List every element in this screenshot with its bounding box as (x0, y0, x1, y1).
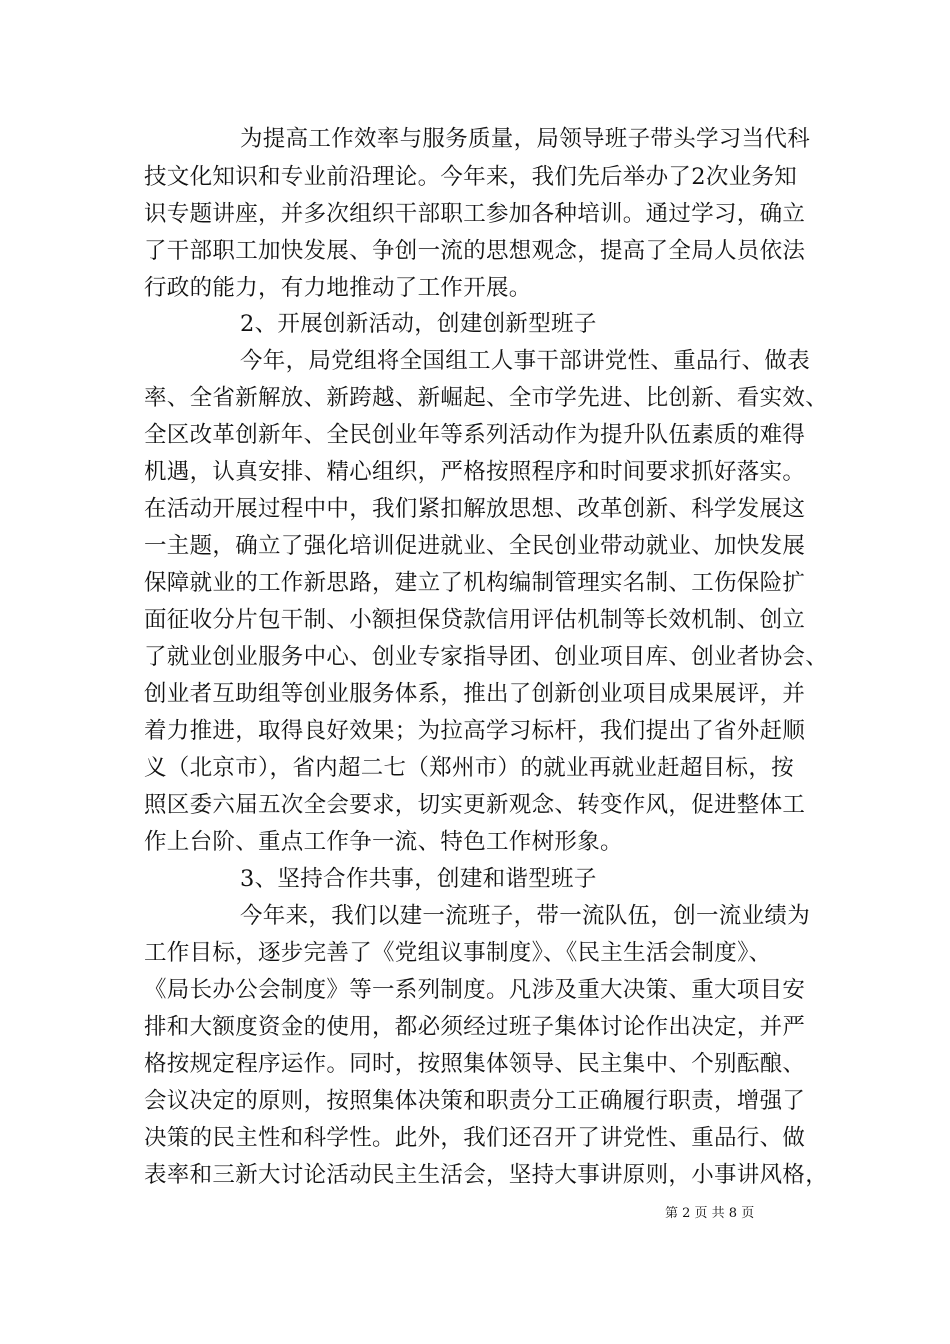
text-line: 着力推进，取得良好效果；为拉高学习标杆，我们提出了省外赶顺 (144, 718, 806, 744)
text-line: 今年，局党组将全国组工人事干部讲党性、重品行、做表 (240, 348, 811, 374)
text-line: 面征收分片包干制、小额担保贷款信用评估机制等长效机制、创立 (144, 607, 806, 633)
text-line: 行政的能力，有力地推动了工作开展。 (144, 275, 532, 301)
text-line: 率、全省新解放、新跨越、新崛起、全市学先进、比创新、看实效、 (144, 385, 829, 411)
text-line: 会议决定的原则，按照集体决策和职责分工正确履行职责，增强了 (144, 1088, 806, 1114)
text-line: 全区改革创新年、全民创业年等系列活动作为提升队伍素质的难得 (144, 422, 806, 448)
text-line: 保障就业的工作新思路，建立了机构编制管理实名制、工伤保险扩 (144, 570, 806, 596)
text-line: 格按规定程序运作。同时，按照集体领导、民主集中、个别酝酿、 (144, 1051, 806, 1077)
section-heading: 2、开展创新活动，创建创新型班子 (240, 311, 597, 337)
text-line: 表率和三新大讨论活动民主生活会，坚持大事讲原则，小事讲风格， (144, 1162, 829, 1188)
text-line: 作上台阶、重点工作争一流、特色工作树形象。 (144, 829, 623, 855)
text-line: 了干部职工加快发展、争创一流的思想观念，提高了全局人员依法 (144, 238, 806, 264)
text-line: 了就业创业服务中心、创业专家指导团、创业项目库、创业者协会、 (144, 644, 829, 670)
text-line: 创业者互助组等创业服务体系，推出了创新创业项目成果展评，并 (144, 681, 806, 707)
text-line: 机遇，认真安排、精心组织，严格按照程序和时间要求抓好落实。 (144, 459, 806, 485)
text-line: 排和大额度资金的使用，都必须经过班子集体讨论作出决定，并严 (144, 1014, 806, 1040)
page-number-footer: 第 2 页 共 8 页 (665, 1206, 755, 1221)
section-heading: 3、坚持合作共事，创建和谐型班子 (240, 866, 597, 892)
text-line: 决策的民主性和科学性。此外，我们还召开了讲党性、重品行、做 (144, 1125, 806, 1151)
text-line: 识专题讲座，并多次组织干部职工参加各种培训。通过学习，确立 (144, 201, 806, 227)
text-line: 技文化知识和专业前沿理论。今年来，我们先后举办了2次业务知 (144, 164, 798, 190)
text-line: 照区委六届五次全会要求，切实更新观念、转变作风，促进整体工 (144, 792, 806, 818)
text-line: 《局长办公会制度》等一系列制度。凡涉及重大决策、重大项目安 (144, 977, 806, 1003)
text-line: 为提高工作效率与服务质量，局领导班子带头学习当代科 (240, 126, 811, 152)
text-line: 今年来，我们以建一流班子，带一流队伍，创一流业绩为 (240, 903, 811, 929)
text-line: 一主题，确立了强化培训促进就业、全民创业带动就业、加快发展 (144, 533, 806, 559)
text-line: 义（北京市），省内超二七（郑州市）的就业再就业赶超目标，按 (144, 755, 794, 781)
text-line: 在活动开展过程中中，我们紧扣解放思想、改革创新、科学发展这 (144, 496, 806, 522)
text-line: 工作目标，逐步完善了《党组议事制度》、《民主生活会制度》、 (144, 940, 772, 966)
